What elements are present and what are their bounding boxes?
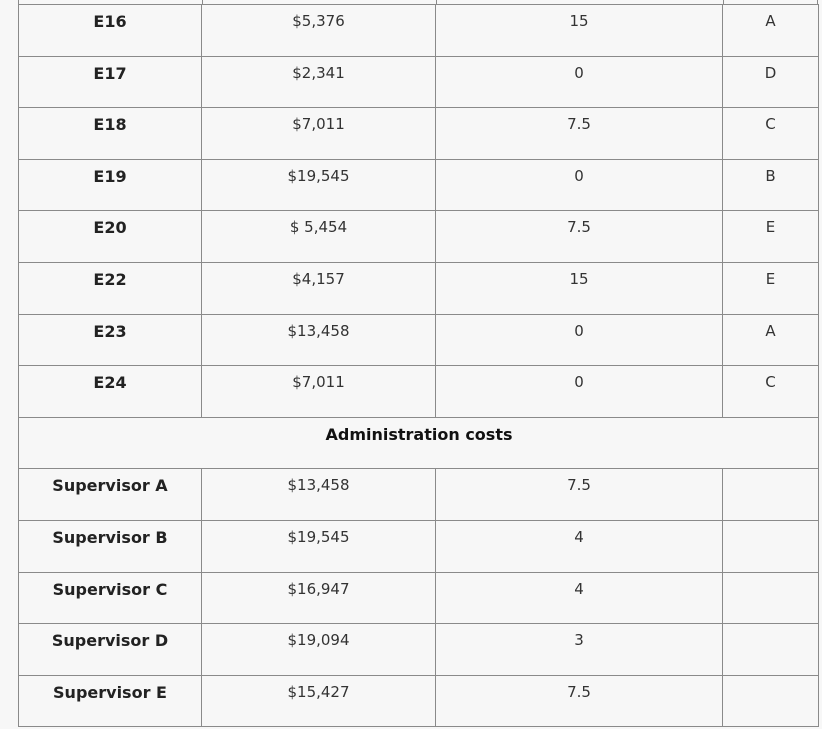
employee-id: E20 (93, 218, 127, 238)
employee-id: E17 (93, 63, 127, 83)
grade-cell (723, 56, 819, 108)
cost-value: $19,545 (287, 527, 350, 546)
supervisor-name-cell (19, 572, 202, 624)
cost-cell (202, 211, 436, 263)
hours-cell (436, 108, 723, 160)
hours-cell (436, 469, 723, 521)
hours-cell (436, 624, 723, 676)
table-row (19, 469, 819, 521)
grade-cell (723, 108, 819, 160)
employee-id-cell (19, 56, 202, 108)
hours-value: 15 (569, 269, 589, 288)
employee-id: E23 (93, 321, 127, 341)
cost-cell (202, 5, 436, 57)
hours-value: 7.5 (567, 115, 591, 134)
cost-value: $5,376 (292, 12, 345, 30)
grade-value (723, 573, 818, 582)
grade-cell (723, 572, 819, 624)
cost-value: $ 5,454 (289, 218, 348, 237)
table-row (19, 314, 819, 366)
hours-cell (436, 675, 723, 727)
table-row (19, 520, 819, 572)
cost-cell (202, 366, 436, 418)
hours-cell (436, 520, 723, 572)
employee-id-cell (19, 108, 202, 160)
table-row (19, 675, 819, 727)
cost-value: $7,011 (292, 115, 345, 134)
table-row (19, 5, 819, 57)
table-row (19, 159, 819, 211)
cost-cell (202, 159, 436, 211)
grade-cell (723, 5, 819, 57)
supervisor-name: Supervisor A (52, 476, 168, 496)
grade-cell (723, 211, 819, 263)
grade-value: B (765, 166, 776, 185)
hours-value: 4 (574, 579, 584, 598)
grade-cell (723, 675, 819, 727)
grade-value: E (765, 269, 776, 288)
section-header-cell (19, 417, 819, 469)
supervisor-name-cell (19, 675, 202, 727)
hours-value: 15 (569, 12, 589, 30)
employee-id: E19 (93, 166, 127, 186)
table-row (19, 211, 819, 263)
hours-cell (436, 366, 723, 418)
cost-cell (202, 624, 436, 676)
cost-value: $19,094 (287, 631, 350, 650)
employee-id: E16 (93, 12, 127, 31)
hours-cell (436, 211, 723, 263)
grade-value: E (765, 218, 776, 237)
cost-value: $2,341 (292, 63, 345, 82)
table-row (19, 624, 819, 676)
table-row (19, 262, 819, 314)
supervisor-name: Supervisor D (51, 631, 169, 651)
hours-value: 0 (574, 63, 584, 82)
cost-value: $16,947 (287, 579, 350, 598)
cost-value: $15,427 (287, 682, 350, 701)
grade-value (723, 521, 818, 530)
grade-cell (723, 159, 819, 211)
cost-cell (202, 675, 436, 727)
cost-value: $4,157 (292, 269, 345, 288)
grade-cell (723, 262, 819, 314)
hours-value: 0 (574, 373, 584, 392)
employee-id: E24 (93, 373, 127, 393)
supervisor-name: Supervisor B (52, 527, 168, 547)
cost-value: $19,545 (287, 166, 350, 185)
hours-cell (436, 5, 723, 57)
cost-value: $13,458 (287, 476, 350, 495)
hours-cell (436, 159, 723, 211)
cost-cell (202, 108, 436, 160)
hours-value: 0 (574, 166, 584, 185)
grade-value (723, 469, 818, 478)
table-row (19, 108, 819, 160)
cost-table (18, 4, 819, 727)
table-row (19, 572, 819, 624)
cost-cell (202, 469, 436, 521)
hours-value: 7.5 (567, 218, 591, 237)
grade-value: A (765, 12, 776, 30)
cost-cell (202, 572, 436, 624)
employee-id-cell (19, 211, 202, 263)
hours-cell (436, 314, 723, 366)
hours-value: 7.5 (567, 682, 591, 701)
supervisor-name-cell (19, 624, 202, 676)
hours-value: 7.5 (567, 476, 591, 495)
cost-cell (202, 520, 436, 572)
employee-id-cell (19, 159, 202, 211)
cost-cell (202, 314, 436, 366)
cost-value: $7,011 (292, 373, 345, 392)
supervisor-name-cell (19, 469, 202, 521)
table-row (19, 366, 819, 418)
grade-value: C (765, 115, 776, 134)
hours-value: 0 (574, 321, 584, 340)
hours-cell (436, 262, 723, 314)
section-header-row (19, 417, 819, 469)
hours-cell (436, 572, 723, 624)
employee-id-cell (19, 5, 202, 57)
grade-value: C (765, 373, 776, 392)
employee-rows (19, 5, 819, 727)
employee-id: E18 (93, 115, 127, 135)
hours-value: 4 (574, 527, 584, 546)
cost-cell (202, 56, 436, 108)
grade-cell (723, 366, 819, 418)
grade-value: D (764, 63, 777, 82)
supervisor-name: Supervisor C (52, 579, 168, 599)
cost-cell (202, 262, 436, 314)
table-row (19, 56, 819, 108)
hours-value: 3 (574, 631, 584, 650)
employee-id-cell (19, 262, 202, 314)
supervisor-name-cell (19, 520, 202, 572)
grade-cell (723, 469, 819, 521)
grade-value (723, 676, 818, 685)
grade-cell (723, 314, 819, 366)
cost-value: $13,458 (287, 321, 350, 340)
employee-id: E22 (93, 269, 127, 289)
employee-id-cell (19, 314, 202, 366)
grade-cell (723, 624, 819, 676)
hours-cell (436, 56, 723, 108)
grade-value (723, 624, 818, 633)
section-title: Administration costs (325, 424, 513, 444)
grade-value: A (765, 321, 776, 340)
grade-cell (723, 520, 819, 572)
supervisor-name: Supervisor E (53, 682, 167, 702)
employee-id-cell (19, 366, 202, 418)
